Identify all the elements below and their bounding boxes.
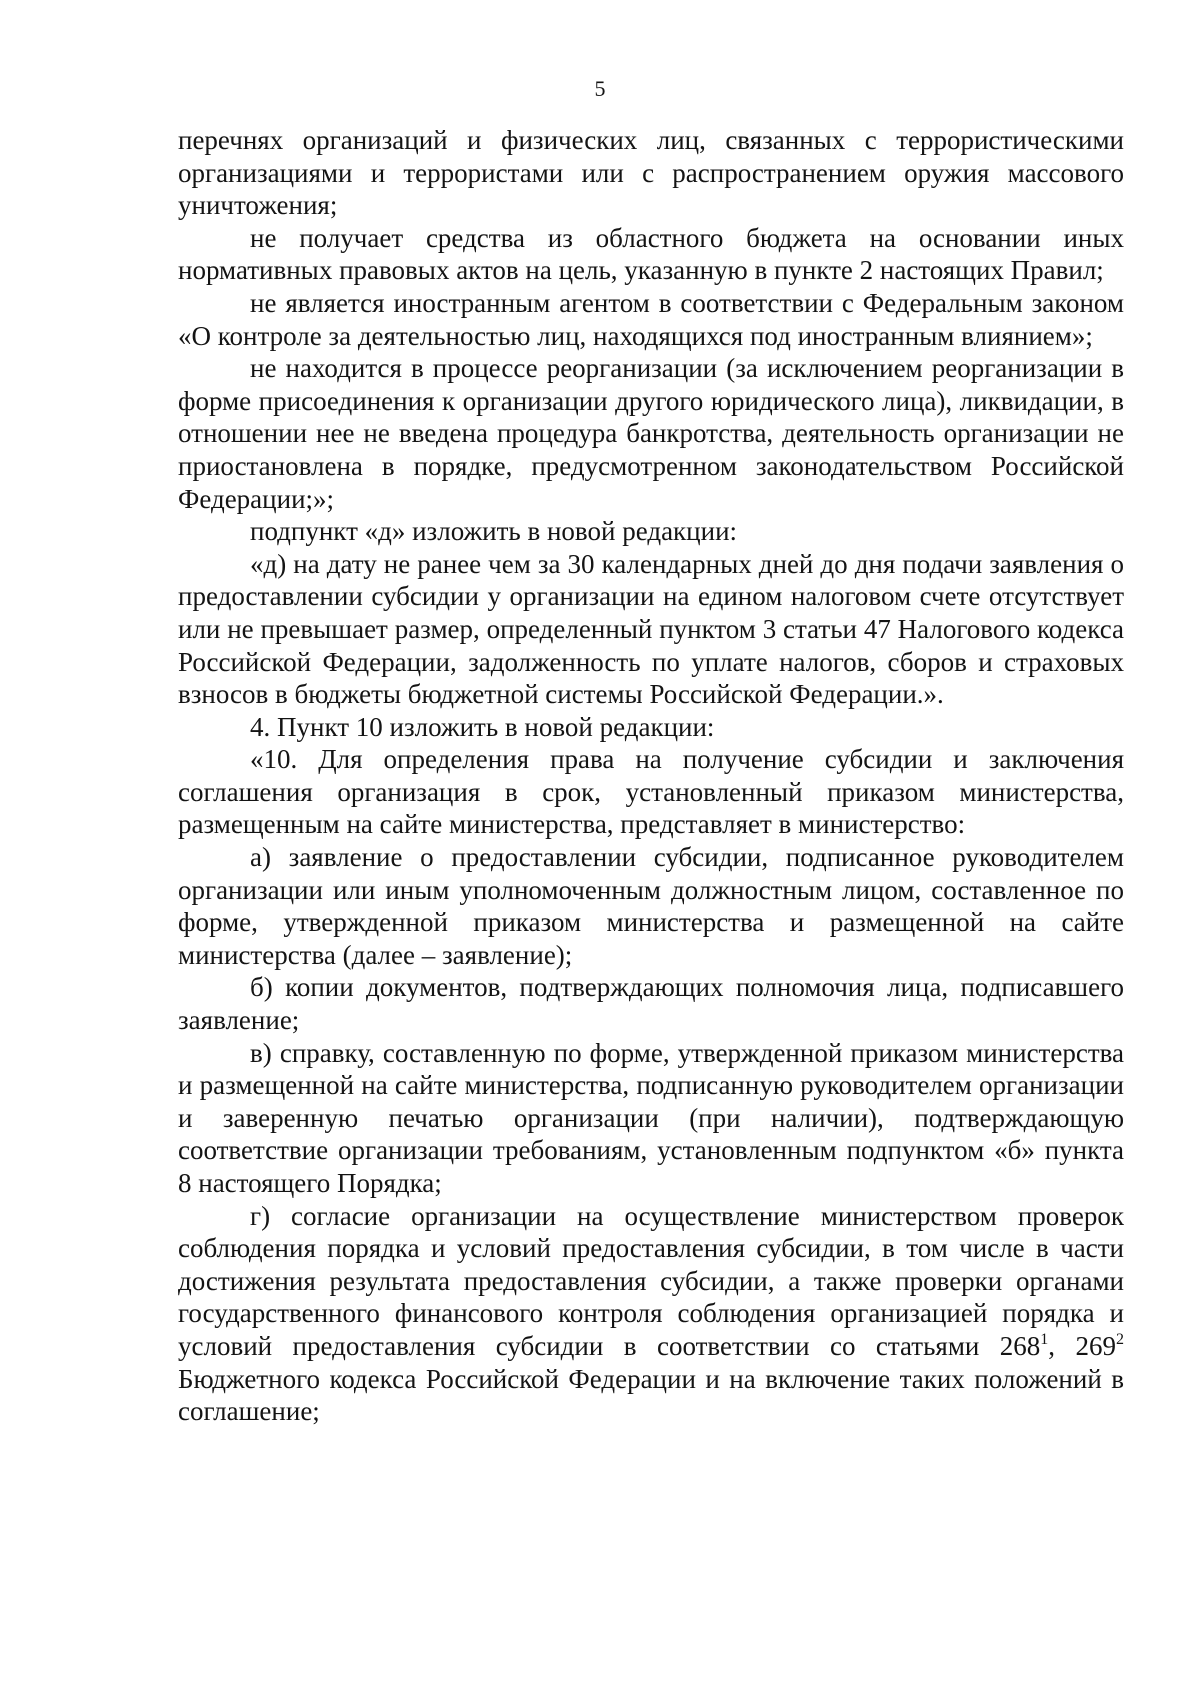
paragraph: не является иностранным агентом в соответствии с Федеральным законом «О контроле за деятельностью лиц, находящихся под иностранным влиянием»; [178,287,1124,351]
paragraph: «10. Для определения права на получение субсидии и заключения соглашения организация в срок, установленный приказом министерства, размещенным на сайте министерства, представляет в министерство: [178,744,1124,840]
paragraph: а) заявление о предоставлении субсидии, подписанное руководителем организации или иным уполномоченным должностным лицом, составленное по форме, утвержденной приказом министерства и размещенной на сайте министерства (далее – заявление); [178,842,1124,970]
superscript: 1 [1040,1330,1049,1348]
paragraph-text: Бюджетного кодекса Российской Федерации и на включение таких положений в соглашение; [178,1363,1124,1427]
paragraph: перечнях организаций и физических лиц, связанных с террористическими организациями и террористами или с распространением оружия массового уничтожения; [178,125,1124,221]
superscript: 2 [1116,1330,1124,1348]
paragraph: «д) на дату не ранее чем за 30 календарных дней до дня подачи заявления о предоставлении субсидии у организации на едином налоговом счете отсутствует или не превышает размер, определенный пунктом 3 статьи 47 Налогового кодекса Российской Федерации, задолженность по уплате налогов, сборов и страховых взносов в бюджеты бюджетной системы Российской Федерации.». [178,548,1124,710]
paragraph: 4. Пункт 10 изложить в новой редакции: [250,711,715,742]
paragraph: не получает средства из областного бюджета на основании иных нормативных правовых актов на цель, указанную в пункте 2 настоящих Правил; [178,222,1124,286]
paragraph: в) справку, составленную по форме, утвержденной приказом министерства и размещенной на сайте министерства, подписанную руководителем организации и заверенную печатью организации (при наличии), подтверждающую соответствие организации требованиям, установленным подпунктом «б» пункта 8 настоящего Порядка; [178,1037,1124,1198]
paragraph-text: г) согласие организации на осуществление министерством проверок соблюдения порядка и условий предоставления субсидии, в том числе в части достижения результата предоставления субсидии, а также проверки органами государственного финансового контроля соблюдения организацией порядка и условий предоставления субсидии в соответствии со статьями 268 [178,1200,1124,1361]
paragraph: подпункт «д» изложить в новой редакции: [250,516,738,547]
paragraph: б) копии документов, подтверждающих полномочия лица, подписавшего заявление; [178,972,1124,1036]
page-number: 5 [594,76,606,101]
paragraph-last [178,1200,1124,1428]
document-body [178,124,1124,1428]
paragraph-text: , 269 [1048,1330,1116,1361]
paragraph: не находится в процессе реорганизации (за исключением реорганизации в форме присоединения к организации другого юридического лица), ликвидации, в отношении нее не введена процедура банкротства, деятельность организации не приостановлена в порядке, предусмотренном законодательством Российской Федерации;»; [178,353,1124,514]
